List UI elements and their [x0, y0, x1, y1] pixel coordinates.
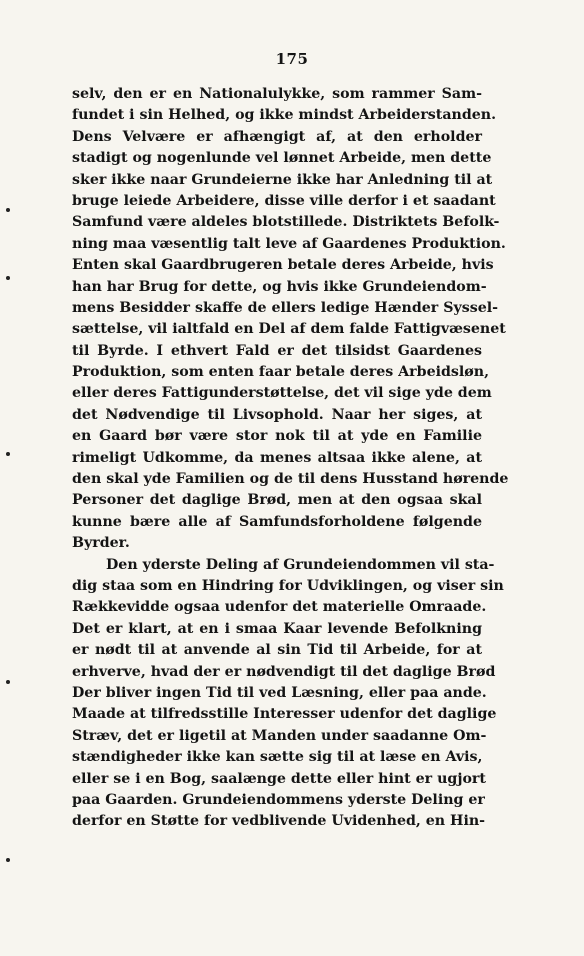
text-line: paa Gaarden. Grundeiendommens yderste Deling er	[72, 791, 485, 808]
margin-mark	[6, 208, 10, 212]
text-line: Produktion, som enten faar betale deres Arbeidsløn,	[72, 364, 490, 381]
text-line: Det er klart, at en i smaa Kaar levende Befolkning	[72, 620, 482, 637]
text-line: Enten skal Gaardbrugeren betale deres Arbeide, hvis	[72, 257, 494, 274]
text-line: den skal yde Familien og de til dens Husstand hørende	[72, 471, 509, 488]
body-text	[72, 84, 509, 833]
text-line: Der bliver ingen Tid til ved Læsning, eller paa ande.	[72, 684, 487, 701]
text-line: Rækkevidde ogsaa udenfor det materielle Omraade.	[72, 599, 487, 616]
text-line: dig staa som en Hindring for Udviklingen, og viser sin	[72, 577, 504, 594]
text-line: eller deres Fattigunderstøttelse, det vil sige yde dem	[72, 385, 492, 402]
text-line: en Gaard bør være stor nok til at yde en Familie	[72, 428, 482, 445]
text-line: erhverve, hvad der er nødvendigt til det daglige Brød	[72, 663, 496, 680]
margin-mark	[6, 858, 10, 862]
margin-mark	[6, 680, 10, 684]
text-line: rimeligt Udkomme, da menes altsaa ikke alene, at	[72, 449, 482, 466]
text-line: Samfund være aldeles blotstillede. Distriktets Befolk-	[72, 214, 500, 231]
text-line: mens Besidder skaffe de ellers ledige Hænder Syssel-	[72, 299, 498, 316]
text-line: til Byrde. I ethvert Fald er det tilsidst Gaardenes	[72, 342, 482, 359]
text-line: Personer det daglige Brød, men at den ogsaa skal	[72, 492, 482, 509]
text-line: Den yderste Deling af Grundeiendommen vil sta-	[106, 556, 495, 573]
page-number: 175	[275, 50, 309, 68]
text-line: bruge leiede Arbeidere, disse ville derfor i et saadant	[72, 192, 496, 209]
text-line: derfor en Støtte for vedblivende Uvidenhed, en Hin-	[72, 813, 486, 830]
text-line: er nødt til at anvende al sin Tid til Arbeide, for at	[72, 642, 482, 659]
text-line: stændigheder ikke kan sætte sig til at læse en Avis,	[72, 749, 483, 766]
text-line: Byrder.	[72, 535, 130, 552]
text-line: Maade at tilfredsstille Interesser udenfor det daglige	[72, 706, 497, 723]
text-line: Dens Velvære er afhængigt af, at den erholder	[72, 128, 482, 145]
text-line: eller se i en Bog, saalænge dette eller hint er ugjort	[72, 770, 486, 787]
text-line: det Nødvendige til Livsophold. Naar her siges, at	[72, 406, 482, 423]
text-line: Stræv, det er ligetil at Manden under saadanne Om-	[72, 727, 487, 744]
text-line: kunne bære alle af Samfundsforholdene følgende	[72, 513, 482, 530]
text-line: ning maa væsentlig talt leve af Gaardenes Produktion.	[72, 235, 506, 252]
text-line: selv, den er en Nationalulykke, som rammer Sam-	[72, 86, 482, 102]
margin-mark	[6, 452, 10, 456]
text-line: stadigt og nogenlunde vel lønnet Arbeide, men dette	[72, 150, 492, 167]
margin-mark	[6, 276, 10, 280]
text-line: sættelse, vil ialtfald en Del af dem falde Fattigvæsenet	[72, 321, 506, 338]
text-line: fundet i sin Helhed, og ikke mindst Arbeiderstanden.	[72, 107, 497, 124]
text-line: han har Brug for dette, og hvis ikke Grundeiendom-	[72, 278, 487, 295]
text-line: sker ikke naar Grundeierne ikke har Anledning til at	[72, 171, 493, 188]
